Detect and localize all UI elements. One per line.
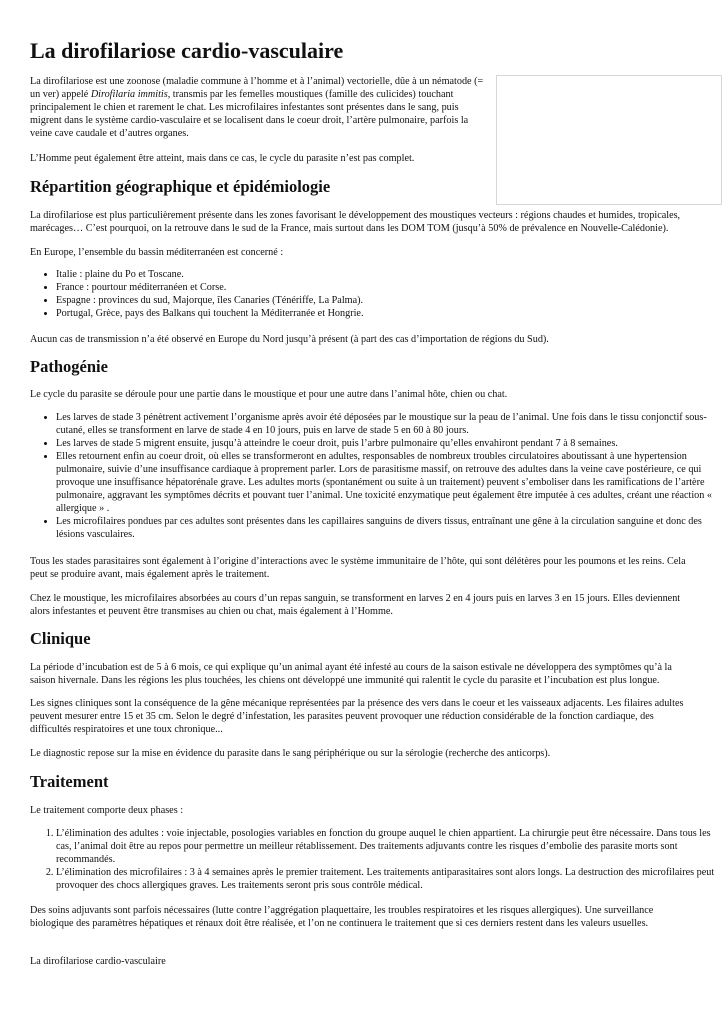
heading-repartition: Répartition géographique et épidémiologie — [30, 177, 331, 196]
list-item: • Elles retournent enfin au coeur droit, où elles se transformeront en adultes, responsables de nombreux troubles circulatoires aboutissant à une hypertension pulmonaire, suivie d’une insuffisance cardiaque à proprement parler. Lors de parasitisme massif, on retrouve des adultes dans la veine cave postérieure, ce qui provoque une insuffisance hépatorénale grave. Les adultes morts (spontanément ou suite à un traitement) peuvent s’emboliser dans les ramifications de l’artère pulmonaire, aggravant les symptômes décrits et pouvant tuer l’animal. Une toxicité enzymatique peut également être imputée à ces adultes, créant une réaction « allergique » . — [56, 450, 716, 515]
clinique-paragraph-2: Les signes cliniques sont la conséquence de la gêne mécanique représentées par la présence des vers dans le coeur et les vaisseaux adjacents. Les filaires adultes peuvent mesurer entre 15 et 35 cm. Selon le degré d’infestation, les parasites peuvent provoquer une réduction considérable de la fonction cardiaque, des difficultés respiratoires et une toux chronique... — [30, 698, 684, 735]
clinique-paragraph-1: La période d’incubation est de 5 à 6 mois, ce qui explique qu’un animal ayant été infesté au cours de la saison estivale ne développera des symptômes qu’à la saison hivernale. Dans les régions les plus touchées, les chiens ont développé une immunité qui ralentit le cycle du parasite et l’incubation est plus longue. — [30, 662, 672, 686]
traitement-list — [30, 827, 716, 892]
page-title: La dirofilariose cardio-vasculaire — [30, 38, 344, 63]
page-footer: La dirofilariose cardio-vasculaire — [30, 956, 166, 967]
list-item: 2. L’élimination des microfilaires : 3 à 4 semaines après le premier traitement. Les traitements antiparasitaires sont alors longs. La destruction des microfilaires peut provoquer des chocs allergiques graves. Les traitements seront pris sous contrôle médical. — [56, 866, 716, 892]
clinique-paragraph-3: Le diagnostic repose sur la mise en évidence du parasite dans le sang périphérique ou sur la sérologie (recherche des anticorps). — [30, 748, 551, 759]
pathogenie-paragraph-3: Chez le moustique, les microfilaires absorbées au cours d’un repas sanguin, se transforment en larves 2 en 4 jours puis en larves 3 en 15 jours. Elles deviennent alors infestantes et peuvent être transmises au chien ou chat, mais également à l’Homme. — [30, 593, 681, 617]
repartition-paragraph-2: En Europe, l’ensemble du bassin méditerranéen est concerné : — [30, 247, 284, 258]
pathogenie-paragraph-2: Tous les stades parasitaires sont également à l’origine d’interactions avec le système immunitaire de l’hôte, qui sont délétères pour les poumons et les reins. Cela peut se produire avant, mais également après le traitement. — [30, 556, 686, 580]
list-item: • France : pourtour méditerranéen et Corse. — [56, 281, 716, 294]
heading-clinique: Clinique — [30, 629, 91, 648]
heading-pathogenie: Pathogénie — [30, 357, 108, 376]
repartition-paragraph-3: Aucun cas de transmission n’a été observé en Europe du Nord jusqu’à présent (à part des cas d’importation de régions du Sud). — [30, 334, 549, 345]
intro-paragraph-1: La dirofilariose est une zoonose (maladie commune à l’homme et à l’animal) vectorielle, dûe à un nématode (= un ver) appelé Dirofilaria immitis, transmis par les femelles moustiques (famille des culicides) touchant principalement le chien et rarement le chat. Les microfilaires infestantes sont présentes dans le sang, puis migrent dans le système cardio-vasculaire et se localisent dans le coeur droit, l’artère pulmonaire, parfois la veine cave caudale et d’autres organes. — [30, 76, 484, 139]
list-item: • Portugal, Grèce, pays des Balkans qui touchent la Méditerranée et Hongrie. — [56, 307, 716, 320]
list-item: • Les larves de stade 3 pénètrent activement l’organisme après avoir été déposées par le moustique sur la peau de l’animal. Une fois dans le tissu conjonctif sous-cutané, elles se transforment en larve de stade 4 en 10 jours, puis en larve de stade 5 en 60 à 80 jours. — [56, 411, 716, 437]
species-name: Dirofilaria immitis — [90, 89, 168, 100]
intro-section — [30, 75, 492, 140]
intro-paragraph-2: L’Homme peut également être atteint, mais dans ce cas, le cycle du parasite n’est pas complet. — [30, 153, 415, 164]
list-item: • Les microfilaires pondues par ces adultes sont présentes dans les capillaires sanguins de divers tissus, entraînant une gêne à la circulation sanguine et donc des lésions vasculaires. — [56, 515, 716, 541]
traitement-paragraph-1: Le traitement comporte deux phases : — [30, 805, 184, 816]
heading-traitement: Traitement — [30, 772, 109, 791]
pathogenie-paragraph-1: Le cycle du parasite se déroule pour une partie dans le moustique et pour une autre dans l’animal hôte, chien ou chat. — [30, 389, 508, 400]
list-item: 1. L’élimination des adultes : voie injectable, posologies variables en fonction du groupe auquel le chien appartient. La chirurgie peut être nécessaire. Dans tous les cas, l’animal doit être au repos pour permettre un meilleur rétablissement. Des traitements adjuvants contre les risques d’embolie des parasite morts sont recommandés. — [56, 827, 716, 866]
repartition-paragraph-1: La dirofilariose est plus particulièrement présente dans les zones favorisant le développement des moustiques vecteurs : régions chaudes et humides, tropicales, marécages… C’est pourquoi, on la retrouve dans le sud de la France, mais surtout dans les DOM TOM (jusqu’à 50% de prévalence en Nouvelle-Calédonie). — [30, 210, 681, 234]
pathogenie-list — [30, 411, 716, 541]
traitement-paragraph-2: Des soins adjuvants sont parfois nécessaires (lutte contre l’aggrégation plaquettaire, les troubles respiratoires et les risques allergiques). Une surveillance biologique des paramètres hépatiques et rénaux doit être réalisée, et l’on ne continuera le traitement que si ces derniers restent dans les valeurs usuelles. — [30, 905, 654, 929]
list-item: • Italie : plaine du Po et Toscane. — [56, 268, 716, 281]
list-item: • Espagne : provinces du sud, Majorque, îles Canaries (Ténériffe, La Palma). — [56, 294, 716, 307]
repartition-list — [30, 268, 716, 320]
list-item: • Les larves de stade 5 migrent ensuite, jusqu’à atteindre le coeur droit, puis l’arbre pulmonaire qu’elles envahiront pendant 7 à 8 semaines. — [56, 437, 716, 450]
